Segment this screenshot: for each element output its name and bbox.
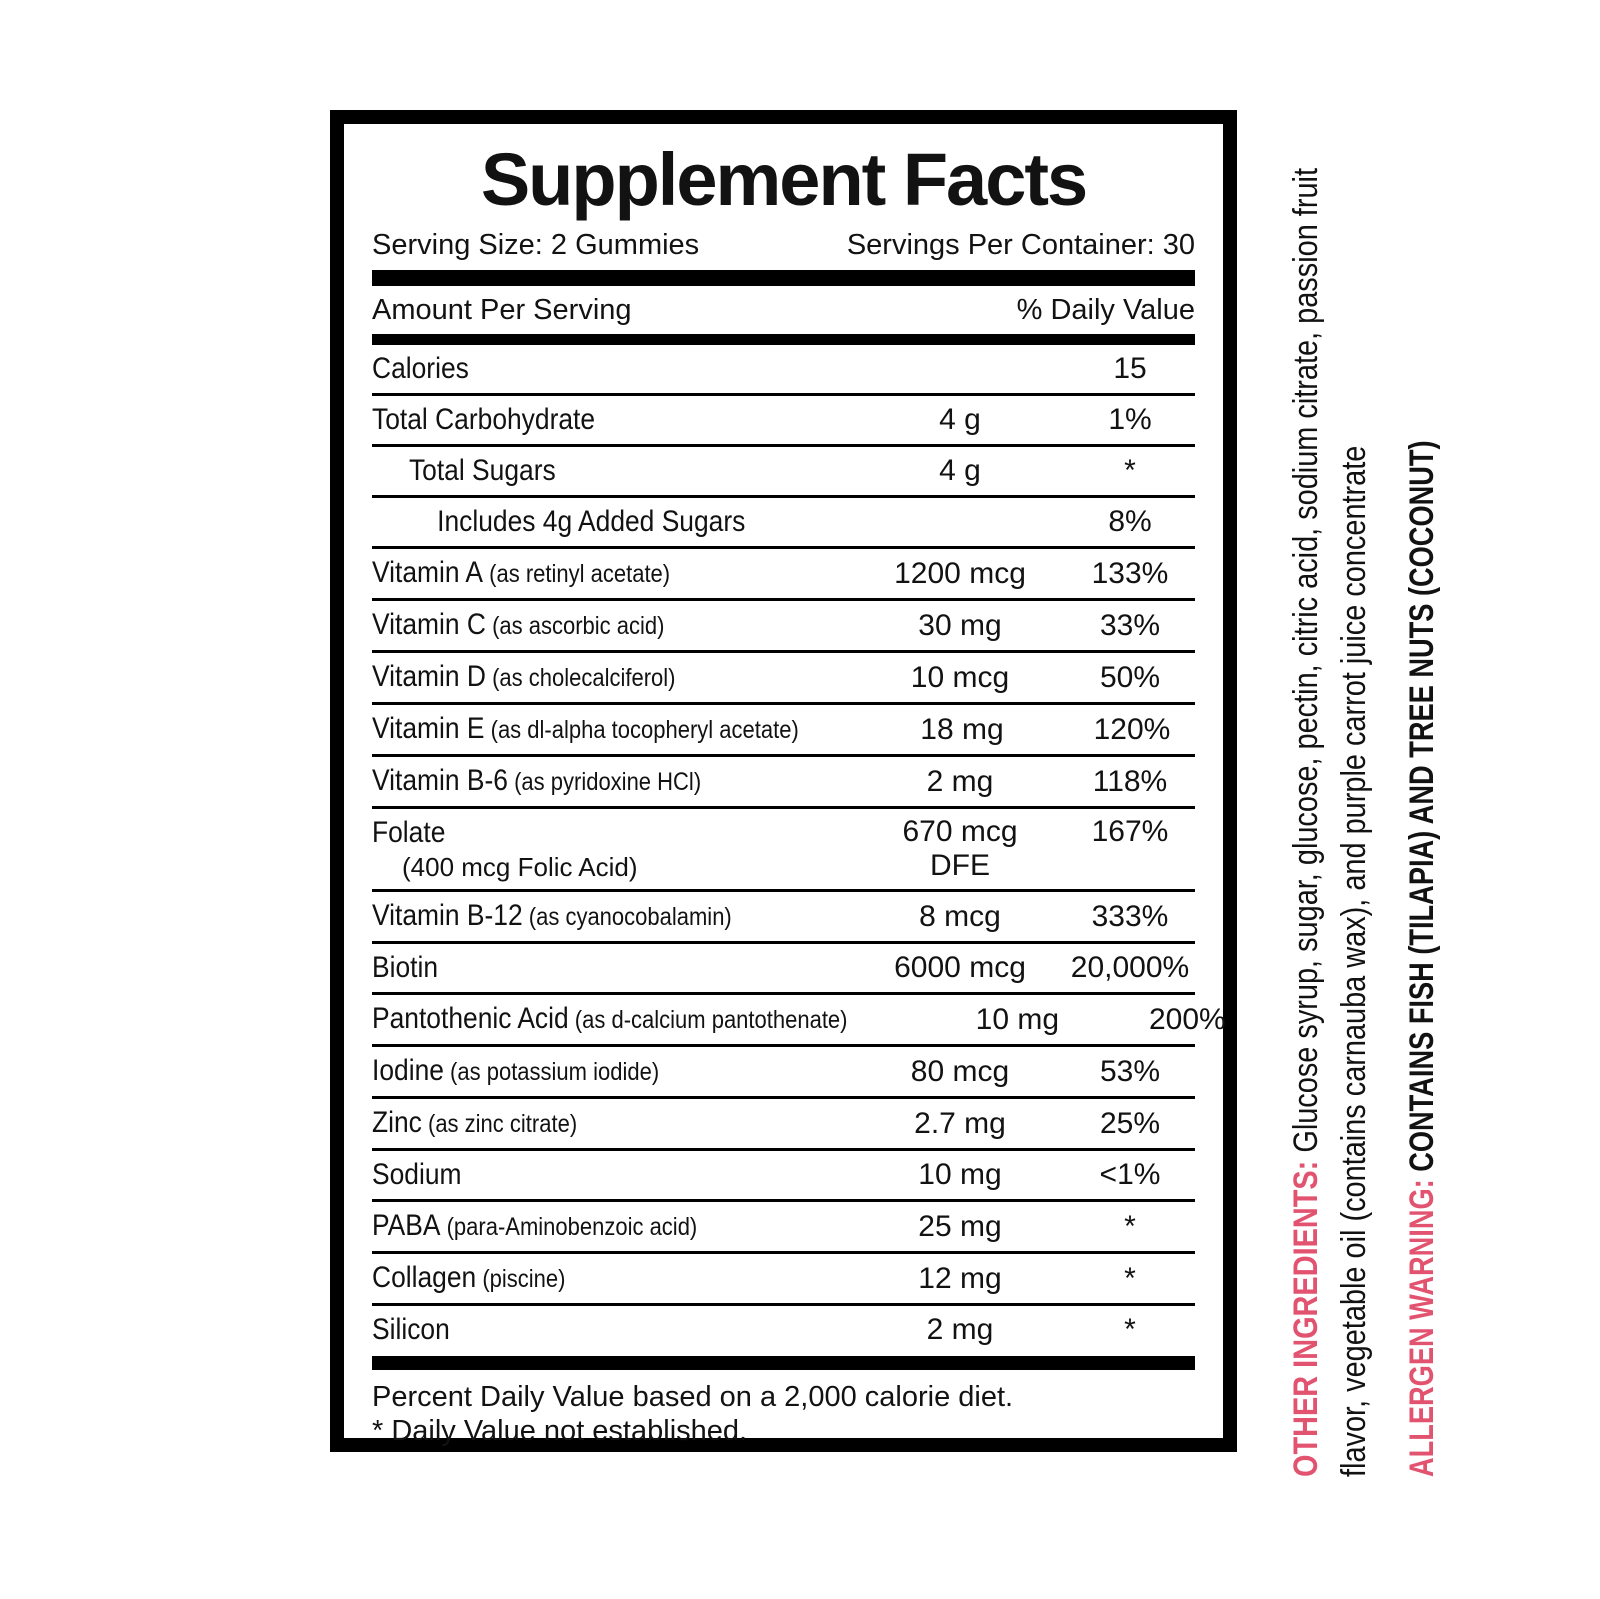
nutrient-daily-value: * (1124, 1209, 1136, 1243)
nutrient-amount: 10 mg (975, 1002, 1060, 1036)
other-ingredients-line1: Glucose syrup, sugar, glucose, pectin, citric acid, sodium citrate, passion fruit (1287, 168, 1325, 1161)
nutrient-daily-value: 200% (1148, 1002, 1226, 1036)
table-row (372, 757, 1195, 809)
nutrient-amount: 18 mg (920, 712, 1004, 746)
table-row (372, 549, 1195, 601)
nutrient-daily-value: 53% (1099, 1054, 1161, 1088)
allergen-warning-note (1398, 345, 1446, 1477)
panel-title: Supplement Facts (480, 138, 1087, 221)
nutrient-daily-value: 8% (1108, 505, 1152, 538)
nutrient-daily-value: 333% (1091, 899, 1169, 933)
table-row (372, 447, 1195, 498)
nutrient-daily-value: * (1124, 454, 1136, 487)
table-row (372, 705, 1195, 757)
nutrient-name: Vitamin C (as ascorbic acid) (372, 608, 665, 641)
other-ingredients-line2: flavor, vegetable oil (contains carnauba wax), and purple carrot juice concentrate (1335, 445, 1373, 1477)
table-row (372, 1151, 1195, 1202)
nutrient-daily-value: 33% (1099, 608, 1161, 642)
table-row (372, 1099, 1195, 1151)
nutrient-name: Sodium (372, 1158, 462, 1191)
nutrient-amount: 4 g (939, 403, 981, 436)
nutrient-amount: 10 mg (918, 1158, 1002, 1191)
table-row (372, 396, 1195, 447)
table-row (372, 944, 1195, 995)
nutrient-name: Vitamin B-6 (as pyridoxine HCl) (372, 764, 702, 797)
servings-per-container-label: Servings Per Container: 30 (846, 229, 1195, 261)
other-ingredients-note (1282, 113, 1378, 1477)
nutrient-amount: 80 mcg (910, 1054, 1010, 1088)
nutrient-amount: 1200 mcg (894, 556, 1026, 590)
nutrient-name: Collagen (piscine) (372, 1261, 566, 1294)
allergen-warning-text: CONTAINS FISH (TILAPIA) AND TREE NUTS (COCONUT) (1403, 440, 1441, 1180)
nutrient-amount: 670 mcg DFE (902, 815, 1018, 882)
nutrient-name: Zinc (as zinc citrate) (372, 1106, 578, 1139)
nutrient-amount: 4 g (939, 454, 981, 487)
nutrient-amount: 30 mg (918, 608, 1002, 642)
nutrient-name: Vitamin D (as cholecalciferol) (372, 660, 676, 693)
supplement-facts-panel (330, 110, 1237, 1452)
table-row (372, 1202, 1195, 1254)
thick-divider-top (372, 270, 1195, 286)
nutrient-name: Total Carbohydrate (372, 403, 596, 436)
other-ingredients-label: OTHER INGREDIENTS: (1287, 1160, 1325, 1477)
table-row (372, 498, 1195, 549)
allergen-warning-label: ALLERGEN WARNING: (1403, 1179, 1441, 1477)
nutrient-amount: 6000 mcg (894, 951, 1026, 984)
footnotes (372, 1370, 1195, 1448)
column-header-row (372, 286, 1195, 334)
table-row (372, 601, 1195, 653)
nutrient-daily-value: 50% (1099, 660, 1161, 694)
nutrient-name: PABA (para-Aminobenzoic acid) (372, 1209, 698, 1242)
nutrient-daily-value: 118% (1092, 764, 1168, 798)
nutrient-amount: 12 mg (918, 1261, 1002, 1295)
nutrient-amount: 2 mg (926, 1313, 994, 1346)
facts-table-body (372, 345, 1226, 1354)
table-row (372, 1306, 1195, 1354)
thick-divider-bottom (372, 1356, 1195, 1370)
table-row (372, 1254, 1195, 1306)
daily-value-header: % Daily Value (1016, 294, 1195, 326)
nutrient-name: Total Sugars (408, 454, 556, 487)
table-row (372, 809, 1195, 892)
nutrient-name: Folate (400 mcg Folic Acid) (372, 816, 638, 882)
table-row (372, 892, 1195, 944)
table-row (372, 653, 1195, 705)
nutrient-name: Includes 4g Added Sugars (437, 505, 746, 538)
amount-per-serving-header: Amount Per Serving (372, 294, 632, 326)
nutrient-daily-value: 1% (1108, 403, 1152, 436)
nutrient-name: Vitamin A (as retinyl acetate) (372, 556, 671, 589)
nutrient-daily-value: 25% (1099, 1106, 1161, 1140)
nutrient-amount: 10 mcg (910, 660, 1010, 694)
nutrient-daily-value: 120% (1093, 712, 1171, 746)
nutrient-daily-value: <1% (1099, 1158, 1161, 1191)
nutrient-name: Vitamin B-12 (as cyanocobalamin) (372, 899, 732, 932)
footnote-daily-value: Percent Daily Value based on a 2,000 calorie diet. (372, 1381, 1014, 1413)
nutrient-daily-value: 133% (1091, 556, 1169, 590)
serving-info-row (372, 222, 1195, 270)
table-row (372, 345, 1195, 396)
nutrient-amount: 25 mg (918, 1209, 1002, 1243)
nutrient-amount: 8 mcg (919, 899, 1001, 933)
table-row (372, 1047, 1195, 1099)
nutrient-daily-value: 15 (1113, 352, 1147, 385)
nutrient-name: Calories (372, 352, 469, 385)
nutrient-daily-value: 167% (1091, 815, 1169, 848)
table-row (372, 995, 1226, 1047)
nutrient-daily-value: * (1124, 1313, 1136, 1346)
footnote-not-established: * Daily Value not established. (372, 1415, 748, 1447)
thick-divider-header (372, 334, 1195, 345)
nutrient-daily-value: * (1124, 1261, 1136, 1295)
nutrient-amount: 2.7 mg (914, 1106, 1006, 1140)
serving-size-label: Serving Size: 2 Gummies (372, 229, 700, 261)
nutrient-name: Biotin (372, 951, 439, 984)
nutrient-daily-value: 20,000% (1070, 951, 1190, 984)
nutrient-name: Pantothenic Acid (as d-calcium pantothenate) (372, 1002, 848, 1035)
nutrient-name: Vitamin E (as dl-alpha tocopheryl acetate) (372, 712, 799, 745)
nutrient-amount: 2 mg (926, 764, 994, 798)
nutrient-name: Silicon (372, 1313, 450, 1346)
nutrient-name: Iodine (as potassium iodide) (372, 1054, 660, 1087)
